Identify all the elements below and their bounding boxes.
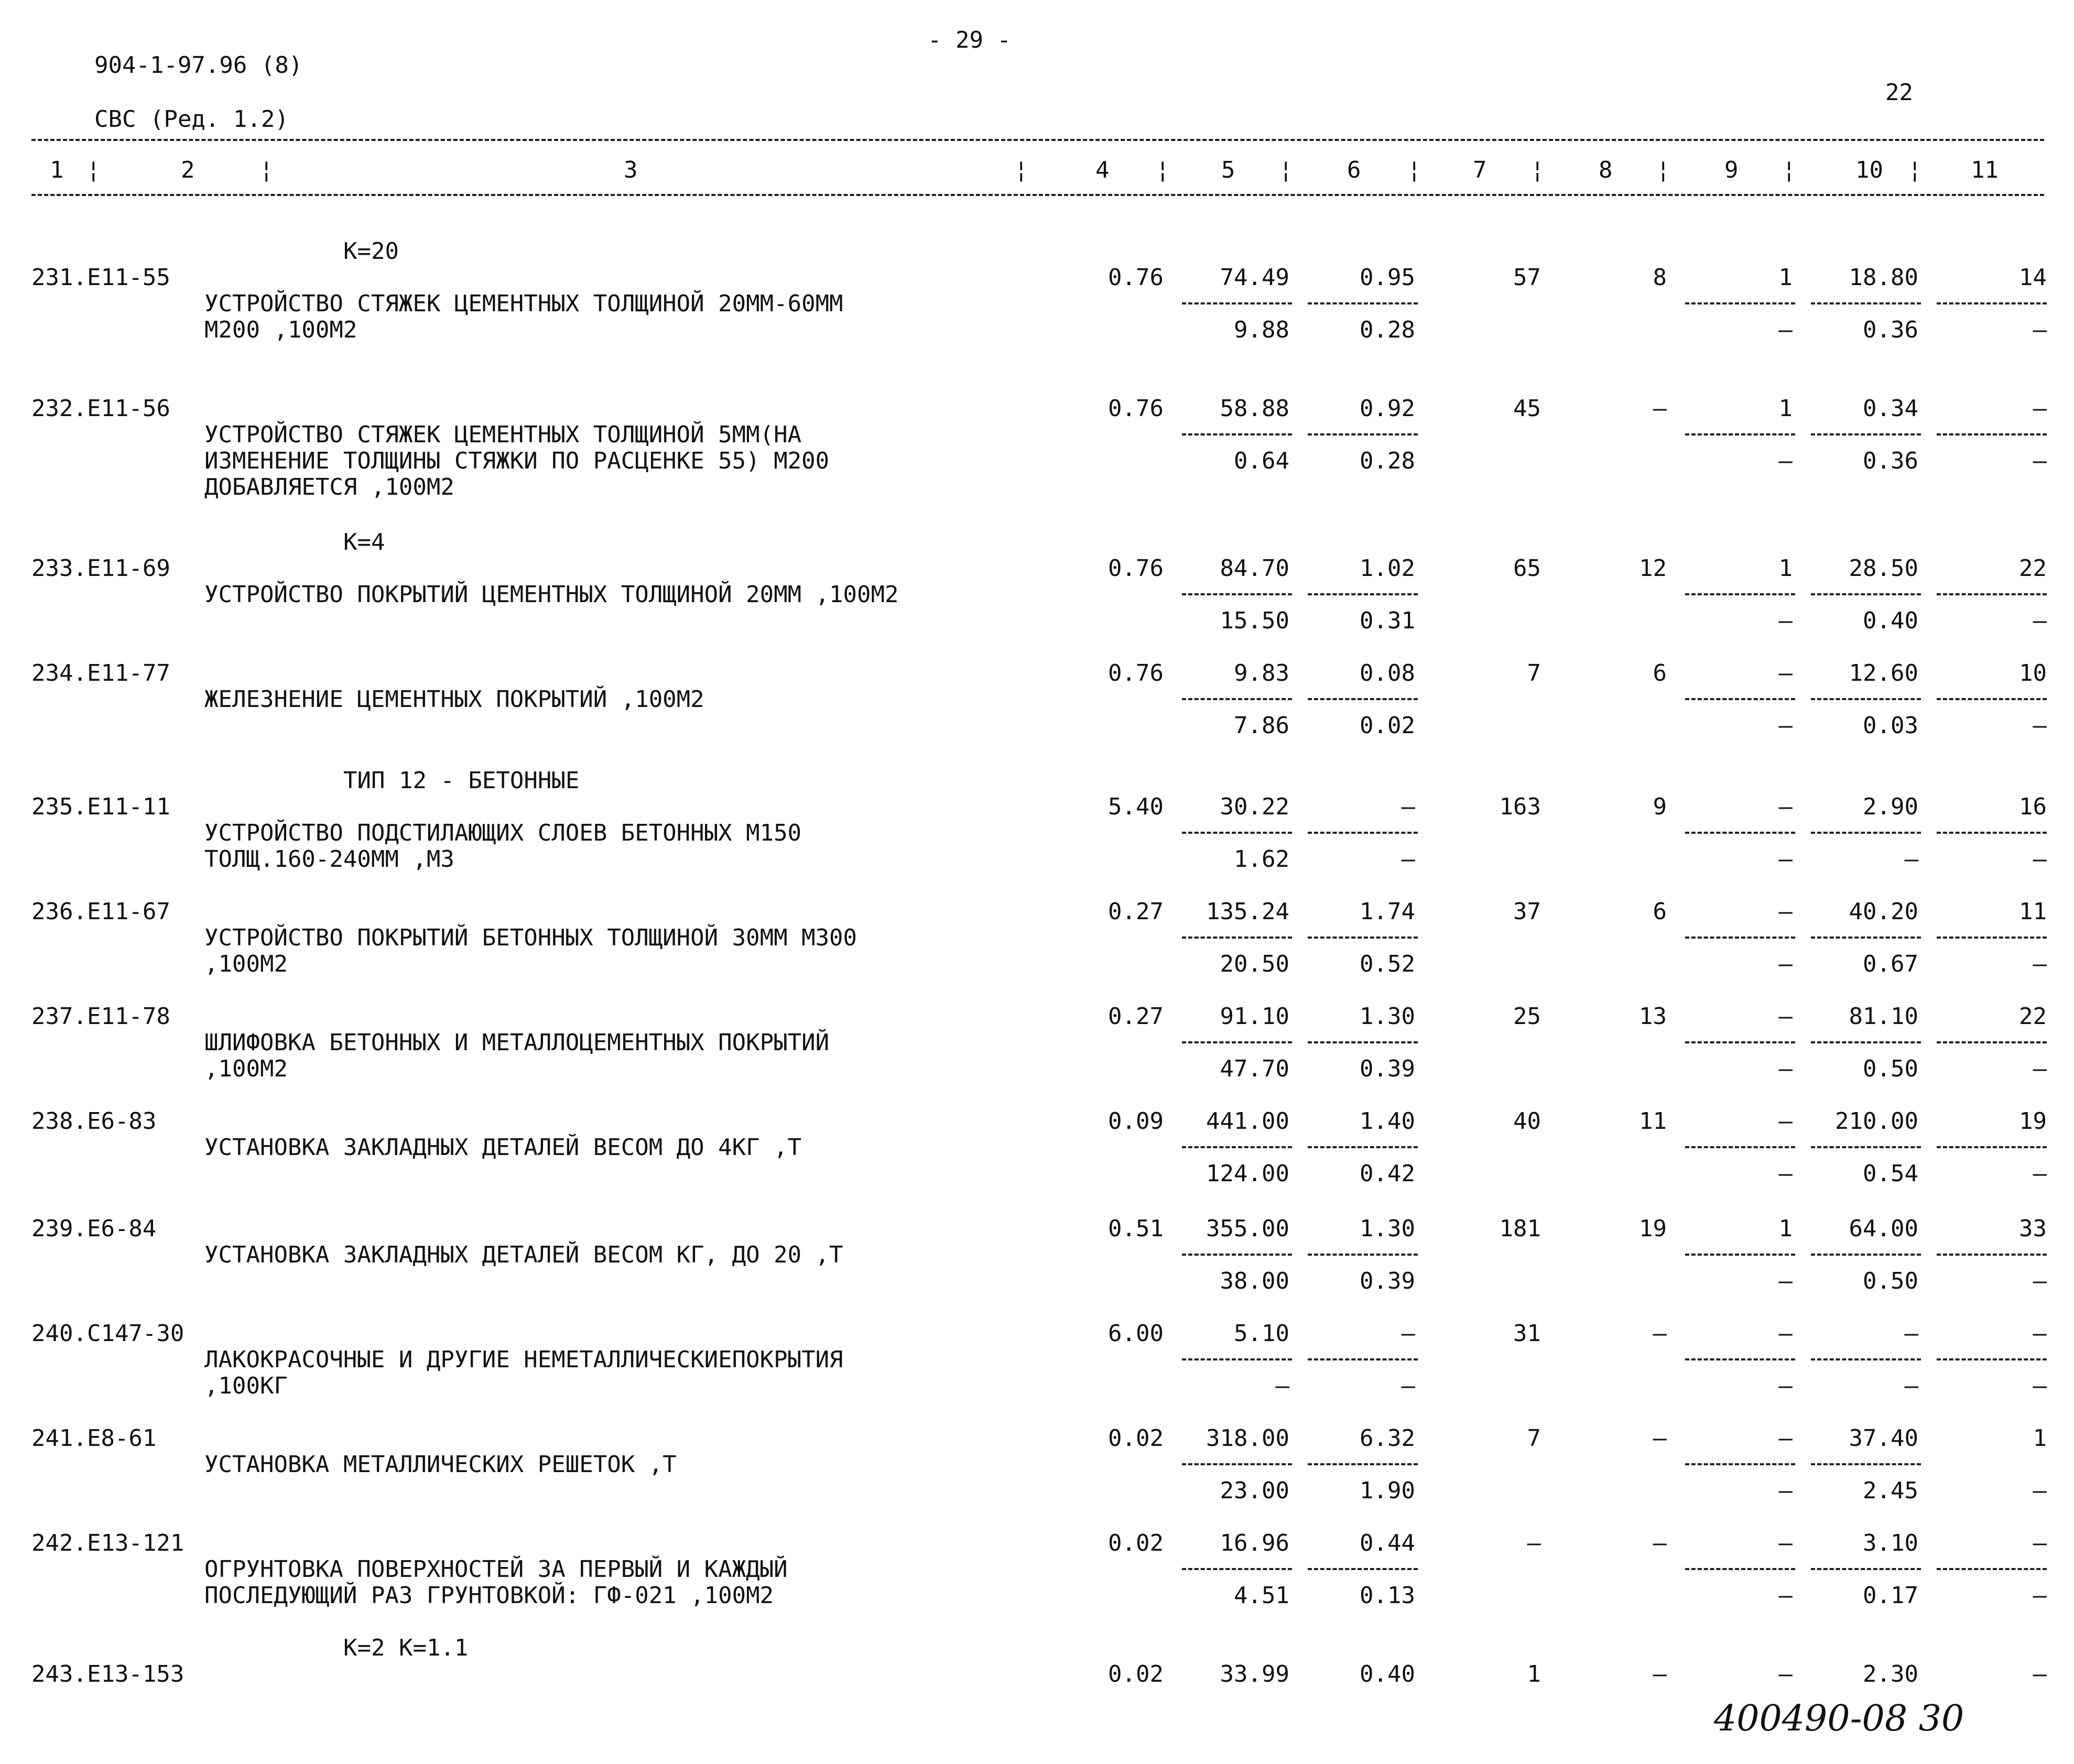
row-description-line: УСТРОЙСТВО ПОДСТИЛАЮЩИХ СЛОЕВ БЕТОННЫХ М150 <box>204 820 802 846</box>
row-code: 238.Е6-83 <box>31 1108 157 1135</box>
column-separator: ¦ <box>1407 157 1421 183</box>
row-code: 231.Е11-55 <box>31 264 170 291</box>
column-header-9: 9 <box>1724 157 1739 183</box>
column-header-7: 7 <box>1473 157 1487 183</box>
cell-col-6: 1.40 <box>1360 1108 1415 1135</box>
subtotal-rule <box>1182 302 1292 304</box>
cell-col-6: 0.40 <box>1360 1661 1415 1687</box>
cell-col-5: 135.24 <box>1206 898 1289 925</box>
column-separator: ¦ <box>1156 157 1170 183</box>
cell-col-7: 163 <box>1499 793 1541 820</box>
cell-col-5: 9.83 <box>1234 660 1289 687</box>
cell-col-10-sub: – <box>1904 846 1918 873</box>
cell-col-9-sub: – <box>1778 712 1793 739</box>
row-description-line: УСТАНОВКА ЗАКЛАДНЫХ ДЕТАЛЕЙ ВЕСОМ КГ, ДО 20 ,Т <box>204 1242 843 1268</box>
row-code: 232.Е11-56 <box>31 395 170 422</box>
cell-col-5-sub: 15.50 <box>1220 607 1289 634</box>
row-description-line: ,100М2 <box>204 951 288 977</box>
cell-col-11: – <box>2033 1530 2047 1556</box>
cell-col-5-sub: 47.70 <box>1220 1055 1289 1082</box>
cell-col-9-sub: – <box>1778 1160 1793 1187</box>
cell-col-8: 19 <box>1639 1215 1667 1242</box>
cell-col-5-sub: 7.86 <box>1234 712 1289 739</box>
cell-col-10: 210.00 <box>1835 1108 1918 1135</box>
cell-col-7: – <box>1527 1530 1541 1556</box>
cell-col-4: 0.76 <box>1108 555 1164 582</box>
subtotal-rule <box>1811 302 1921 304</box>
cell-col-10: 40.20 <box>1849 898 1918 925</box>
cell-col-7: 57 <box>1513 264 1541 291</box>
cell-col-5-sub: 20.50 <box>1220 951 1289 977</box>
cell-col-6: 0.08 <box>1360 660 1415 687</box>
subtotal-rule <box>1811 1041 1921 1043</box>
cell-col-11: 11 <box>2019 898 2047 925</box>
subtotal-rule <box>1811 832 1921 834</box>
cell-col-8: 13 <box>1639 1003 1667 1030</box>
cell-col-8: – <box>1653 1530 1667 1556</box>
cell-col-9-sub: – <box>1778 1373 1793 1399</box>
column-separator: ¦ <box>1782 157 1796 183</box>
cell-col-4: 0.02 <box>1108 1530 1164 1556</box>
column-header-3: 3 <box>624 157 638 183</box>
cell-col-9-sub: – <box>1778 951 1793 977</box>
cell-col-10-sub: – <box>1904 1373 1918 1399</box>
row-code: 234.Е11-77 <box>31 660 170 687</box>
subtotal-rule <box>1182 937 1292 939</box>
cell-col-10-sub: 0.03 <box>1863 712 1918 739</box>
row-description-line: УСТРОЙСТВО СТЯЖЕК ЦЕМЕНТНЫХ ТОЛЩИНОЙ 20ММ-60ММ <box>204 290 843 317</box>
cell-col-5: 30.22 <box>1220 793 1289 820</box>
cell-col-10: 28.50 <box>1849 555 1918 582</box>
cell-col-6-sub: 0.28 <box>1360 448 1415 474</box>
cell-col-4: 5.40 <box>1108 793 1164 820</box>
subtotal-rule <box>1308 593 1418 595</box>
cell-col-11: 14 <box>2019 264 2047 291</box>
cell-col-9-sub: – <box>1778 1582 1793 1609</box>
cell-col-5-sub: 124.00 <box>1206 1160 1289 1187</box>
cell-col-5-sub: 38.00 <box>1220 1268 1289 1294</box>
cell-col-10-sub: 0.54 <box>1863 1160 1918 1187</box>
subtotal-rule <box>1308 832 1418 834</box>
cell-col-5-sub: 4.51 <box>1234 1582 1289 1609</box>
column-header-2: 2 <box>181 157 195 183</box>
page-number: - 29 - <box>928 27 1011 53</box>
cell-col-6-sub: 0.39 <box>1360 1055 1415 1082</box>
cell-col-9-sub: – <box>1778 846 1793 873</box>
subtotal-rule <box>1937 433 2047 435</box>
cell-col-9: – <box>1778 660 1793 687</box>
column-separator: ¦ <box>1908 157 1922 183</box>
cell-col-6: 1.02 <box>1360 555 1415 582</box>
subtotal-rule <box>1685 433 1795 435</box>
subtotal-rule <box>1308 1568 1418 1570</box>
cell-col-9-sub: – <box>1778 607 1793 634</box>
column-header-5: 5 <box>1221 157 1235 183</box>
cell-col-11: 22 <box>2019 1003 2047 1030</box>
column-separator: ¦ <box>259 157 274 183</box>
subtotal-rule <box>1811 433 1921 435</box>
cell-col-7: 37 <box>1513 898 1541 925</box>
cell-col-10: 37.40 <box>1849 1425 1918 1452</box>
cell-col-11-sub: – <box>2033 607 2047 634</box>
row-code: 239.Е6-84 <box>31 1215 157 1242</box>
cell-col-11: – <box>2033 395 2047 422</box>
cell-col-7: 45 <box>1513 395 1541 422</box>
cell-col-5: 91.10 <box>1220 1003 1289 1030</box>
subtotal-rule <box>1182 593 1292 595</box>
subtotal-rule <box>1937 302 2047 304</box>
cell-col-6: 0.44 <box>1360 1530 1415 1556</box>
subtotal-rule <box>1182 832 1292 834</box>
cell-col-5: 16.96 <box>1220 1530 1289 1556</box>
cell-col-9-sub: – <box>1778 1477 1793 1504</box>
subtotal-rule <box>1685 1568 1795 1570</box>
subtotal-rule <box>1937 1041 2047 1043</box>
subtotal-rule <box>1685 937 1795 939</box>
cell-col-6: – <box>1401 1320 1415 1347</box>
cell-col-6-sub: – <box>1401 1373 1415 1399</box>
row-code: 233.Е11-69 <box>31 555 170 582</box>
subtotal-rule <box>1811 1358 1921 1360</box>
column-separator: ¦ <box>1279 157 1293 183</box>
cell-col-6-sub: 0.39 <box>1360 1268 1415 1294</box>
subtotal-rule <box>1937 1568 2047 1570</box>
subtotal-rule <box>1182 1254 1292 1256</box>
cell-col-7: 7 <box>1527 660 1541 687</box>
row-description-line: ШЛИФОВКА БЕТОННЫХ И МЕТАЛЛОЦЕМЕНТНЫХ ПОКРЫТИЙ <box>204 1029 830 1056</box>
cell-col-11: – <box>2033 1661 2047 1687</box>
cell-col-11-sub: – <box>2033 1055 2047 1082</box>
row-description-line: УСТАНОВКА ЗАКЛАДНЫХ ДЕТАЛЕЙ ВЕСОМ ДО 4КГ ,Т <box>204 1134 802 1161</box>
cell-col-4: 0.76 <box>1108 264 1164 291</box>
cell-col-10: 64.00 <box>1849 1215 1918 1242</box>
subtotal-rule <box>1811 1568 1921 1570</box>
cell-col-11-sub: – <box>2033 1160 2047 1187</box>
row-description-line: УСТРОЙСТВО ПОКРЫТИЙ ЦЕМЕНТНЫХ ТОЛЩИНОЙ 20ММ ,100М2 <box>204 581 899 608</box>
cell-col-5-sub: – <box>1275 1373 1289 1399</box>
subtotal-rule <box>1308 1463 1418 1465</box>
row-description-line: УСТАНОВКА МЕТАЛЛИЧЕСКИХ РЕШЕТОК ,Т <box>204 1451 677 1478</box>
cell-col-11: 16 <box>2019 793 2047 820</box>
cell-col-6-sub: 0.28 <box>1360 317 1415 343</box>
cell-col-11-sub: – <box>2033 1373 2047 1399</box>
subtotal-rule <box>1811 698 1921 700</box>
cell-col-8: 6 <box>1653 660 1667 687</box>
subtotal-rule <box>1308 1254 1418 1256</box>
column-header-8: 8 <box>1599 157 1613 183</box>
column-header-6: 6 <box>1347 157 1361 183</box>
subtotal-rule <box>1182 433 1292 435</box>
subtotal-rule <box>1811 1463 1921 1465</box>
subtotal-rule <box>1182 698 1292 700</box>
handwritten-note: 400490-08 30 <box>1714 1698 1964 1739</box>
cell-col-11: 1 <box>2033 1425 2047 1452</box>
cell-col-10: 18.80 <box>1849 264 1918 291</box>
subtotal-rule <box>1811 1146 1921 1148</box>
cell-col-10: 0.34 <box>1863 395 1918 422</box>
subtotal-rule <box>1182 1568 1292 1570</box>
column-separator: ¦ <box>1656 157 1670 183</box>
row-code: 235.Е11-11 <box>31 793 170 820</box>
cell-col-7: 40 <box>1513 1108 1541 1135</box>
column-separator: ¦ <box>86 157 101 183</box>
cell-col-11-sub: – <box>2033 712 2047 739</box>
subtotal-rule <box>1182 1041 1292 1043</box>
subtotal-rule <box>1937 937 2047 939</box>
cell-col-6: 1.30 <box>1360 1215 1415 1242</box>
row-modifier: К=20 <box>343 238 399 265</box>
cell-col-4: 0.02 <box>1108 1661 1164 1687</box>
subtotal-rule <box>1308 937 1418 939</box>
subtotal-rule <box>1685 1041 1795 1043</box>
cell-col-5-sub: 9.88 <box>1234 317 1289 343</box>
subtotal-rule <box>1937 698 2047 700</box>
cell-col-10: 12.60 <box>1849 660 1918 687</box>
subtotal-rule <box>1811 937 1921 939</box>
cell-col-11: 22 <box>2019 555 2047 582</box>
cell-col-6-sub: 0.02 <box>1360 712 1415 739</box>
cell-col-4: 0.27 <box>1108 1003 1164 1030</box>
column-header-11: 11 <box>1971 157 1999 183</box>
subtotal-rule <box>1308 433 1418 435</box>
row-modifier: К=2 К=1.1 <box>343 1635 469 1661</box>
cell-col-6: 1.30 <box>1360 1003 1415 1030</box>
cell-col-8: 8 <box>1653 264 1667 291</box>
cell-col-6-sub: 0.42 <box>1360 1160 1415 1187</box>
row-modifier: К=4 <box>343 529 385 556</box>
cell-col-7: 31 <box>1513 1320 1541 1347</box>
cell-col-10-sub: 0.17 <box>1863 1582 1918 1609</box>
cell-col-8: – <box>1653 1425 1667 1452</box>
cell-col-9: – <box>1778 1108 1793 1135</box>
cell-col-7: 65 <box>1513 555 1541 582</box>
cell-col-9: – <box>1778 793 1793 820</box>
column-separator: ¦ <box>1014 157 1028 183</box>
subtotal-rule <box>1182 1463 1292 1465</box>
cell-col-4: 0.76 <box>1108 395 1164 422</box>
cell-col-8: – <box>1653 1661 1667 1687</box>
cell-col-5-sub: 1.62 <box>1234 846 1289 873</box>
cell-col-10: 3.10 <box>1863 1530 1918 1556</box>
cell-col-11-sub: – <box>2033 951 2047 977</box>
cell-col-8: – <box>1653 1320 1667 1347</box>
cell-col-6-sub: 1.90 <box>1360 1477 1415 1504</box>
cell-col-9: 1 <box>1778 395 1793 422</box>
subtotal-rule <box>1685 698 1795 700</box>
row-description-line: ,100М2 <box>204 1055 288 1082</box>
subtotal-rule <box>1308 1041 1418 1043</box>
subtotal-rule <box>1685 593 1795 595</box>
row-code: 242.Е13-121 <box>31 1530 184 1556</box>
column-separator: ¦ <box>1530 157 1545 183</box>
subtotal-rule <box>1937 832 2047 834</box>
row-code: 241.Е8-61 <box>31 1425 157 1452</box>
cell-col-5: 318.00 <box>1206 1425 1289 1452</box>
cell-col-9: 1 <box>1778 555 1793 582</box>
cell-col-9: – <box>1778 1425 1793 1452</box>
cell-col-10: 81.10 <box>1849 1003 1918 1030</box>
cell-col-8: 9 <box>1653 793 1667 820</box>
cell-col-8: 12 <box>1639 555 1667 582</box>
row-description-line: ДОБАВЛЯЕТСЯ ,100М2 <box>204 474 454 500</box>
cell-col-11: 10 <box>2019 660 2047 687</box>
cell-col-11-sub: – <box>2033 846 2047 873</box>
cell-col-5: 5.10 <box>1234 1320 1289 1347</box>
cell-col-10-sub: 0.67 <box>1863 951 1918 977</box>
row-modifier: ТИП 12 - БЕТОННЫЕ <box>343 767 580 794</box>
document-code: 904-1-97.96 (8) <box>94 52 303 79</box>
row-description-line: ПОСЛЕДУЮЩИЙ РАЗ ГРУНТОВКОЙ: ГФ-021 ,100М2 <box>204 1582 774 1609</box>
cell-col-6-sub: 0.13 <box>1360 1582 1415 1609</box>
subtotal-rule <box>1308 1358 1418 1360</box>
cell-col-4: 0.51 <box>1108 1215 1164 1242</box>
cell-col-11-sub: – <box>2033 317 2047 343</box>
cell-col-6: 0.92 <box>1360 395 1415 422</box>
row-description-line: ,100КГ <box>204 1373 288 1399</box>
cell-col-9: 1 <box>1778 1215 1793 1242</box>
cell-col-9: – <box>1778 898 1793 925</box>
cell-col-10-sub: 0.40 <box>1863 607 1918 634</box>
cell-col-6: 6.32 <box>1360 1425 1415 1452</box>
cell-col-8: – <box>1653 395 1667 422</box>
subtotal-rule <box>1685 1463 1795 1465</box>
cell-col-6-sub: 0.31 <box>1360 607 1415 634</box>
cell-col-10-sub: 0.36 <box>1863 317 1918 343</box>
cell-col-9-sub: – <box>1778 1268 1793 1294</box>
row-code: 243.Е13-153 <box>31 1661 184 1687</box>
cell-col-4: 0.02 <box>1108 1425 1164 1452</box>
row-description-line: ЛАКОКРАСОЧНЫЕ И ДРУГИЕ НЕМЕТАЛЛИЧЕСКИЕПОКРЫТИЯ <box>204 1346 843 1373</box>
row-description-line: ТОЛЩ.160-240ММ ,М3 <box>204 846 454 873</box>
subtotal-rule <box>1685 302 1795 304</box>
program-version: СВС (Ред. 1.2) <box>94 106 289 133</box>
cell-col-10-sub: 0.50 <box>1863 1055 1918 1082</box>
cell-col-10: 2.30 <box>1863 1661 1918 1687</box>
row-code: 237.Е11-78 <box>31 1003 170 1030</box>
subtotal-rule <box>1685 832 1795 834</box>
cell-col-9: – <box>1778 1530 1793 1556</box>
cell-col-6-sub: – <box>1401 846 1415 873</box>
cell-col-10: 2.90 <box>1863 793 1918 820</box>
subtotal-rule <box>1308 698 1418 700</box>
row-description-line: УСТРОЙСТВО СТЯЖЕК ЦЕМЕНТНЫХ ТОЛЩИНОЙ 5ММ(НА <box>204 421 802 448</box>
cell-col-6: – <box>1401 793 1415 820</box>
subtotal-rule <box>1937 1358 2047 1360</box>
cell-col-7: 25 <box>1513 1003 1541 1030</box>
cell-col-9-sub: – <box>1778 448 1793 474</box>
cell-col-11: 33 <box>2019 1215 2047 1242</box>
header-rule-bottom <box>31 194 2044 196</box>
cell-col-4: 0.76 <box>1108 660 1164 687</box>
cell-col-10-sub: 0.50 <box>1863 1268 1918 1294</box>
cell-col-10-sub: 0.36 <box>1863 448 1918 474</box>
cell-col-9-sub: – <box>1778 1055 1793 1082</box>
cell-col-9: – <box>1778 1003 1793 1030</box>
cell-col-11-sub: – <box>2033 1477 2047 1504</box>
cell-col-10-sub: 2.45 <box>1863 1477 1918 1504</box>
cell-col-4: 0.27 <box>1108 898 1164 925</box>
cell-col-7: 1 <box>1527 1661 1541 1687</box>
row-code: 236.Е11-67 <box>31 898 170 925</box>
cell-col-9: 1 <box>1778 264 1793 291</box>
cell-col-6: 0.95 <box>1360 264 1415 291</box>
cell-col-9: – <box>1778 1320 1793 1347</box>
cell-col-7: 181 <box>1499 1215 1541 1242</box>
row-description-line: ОГРУНТОВКА ПОВЕРХНОСТЕЙ ЗА ПЕРВЫЙ И КАЖДЫЙ <box>204 1556 788 1583</box>
subtotal-rule <box>1937 593 2047 595</box>
row-description-line: М200 ,100М2 <box>204 317 357 343</box>
cell-col-5-sub: 23.00 <box>1220 1477 1289 1504</box>
cell-col-11: 19 <box>2019 1108 2047 1135</box>
cell-col-4: 6.00 <box>1108 1320 1164 1347</box>
cell-col-10: – <box>1904 1320 1918 1347</box>
subtotal-rule <box>1937 1254 2047 1256</box>
subtotal-rule <box>1308 1146 1418 1148</box>
subtotal-rule <box>1182 1358 1292 1360</box>
subtotal-rule <box>1685 1254 1795 1256</box>
cell-col-5: 33.99 <box>1220 1661 1289 1687</box>
row-code: 240.С147-30 <box>31 1320 184 1347</box>
subtotal-rule <box>1811 1254 1921 1256</box>
cell-col-6-sub: 0.52 <box>1360 951 1415 977</box>
cell-col-5: 74.49 <box>1220 264 1289 291</box>
cell-col-9-sub: – <box>1778 317 1793 343</box>
column-header-1: 1 <box>50 157 64 183</box>
cell-col-4: 0.09 <box>1108 1108 1164 1135</box>
row-description-line: ЖЕЛЕЗНЕНИЕ ЦЕМЕНТНЫХ ПОКРЫТИЙ ,100М2 <box>204 686 704 713</box>
cell-col-5-sub: 0.64 <box>1234 448 1289 474</box>
column-header-4: 4 <box>1095 157 1110 183</box>
row-description-line: ИЗМЕНЕНИЕ ТОЛЩИНЫ СТЯЖКИ ПО РАСЦЕНКЕ 55) М200 <box>204 448 830 474</box>
cell-col-11-sub: – <box>2033 1268 2047 1294</box>
cell-col-5: 58.88 <box>1220 395 1289 422</box>
cell-col-8: 11 <box>1639 1108 1667 1135</box>
subtotal-rule <box>1937 1146 2047 1148</box>
cell-col-5: 355.00 <box>1206 1215 1289 1242</box>
cell-col-5: 84.70 <box>1220 555 1289 582</box>
cell-col-7: 7 <box>1527 1425 1541 1452</box>
subtotal-rule <box>1308 302 1418 304</box>
column-header-10: 10 <box>1855 157 1883 183</box>
cell-col-8: 6 <box>1653 898 1667 925</box>
cell-col-11: – <box>2033 1320 2047 1347</box>
sheet-number: 22 <box>1885 79 1913 106</box>
cell-col-6: 1.74 <box>1360 898 1415 925</box>
row-description-line: УСТРОЙСТВО ПОКРЫТИЙ БЕТОННЫХ ТОЛЩИНОЙ 30ММ М300 <box>204 924 857 951</box>
cell-col-5: 441.00 <box>1206 1108 1289 1135</box>
cell-col-9: – <box>1778 1661 1793 1687</box>
subtotal-rule <box>1182 1146 1292 1148</box>
subtotal-rule <box>1685 1358 1795 1360</box>
cell-col-11-sub: – <box>2033 448 2047 474</box>
subtotal-rule <box>1685 1146 1795 1148</box>
header-rule-top <box>31 139 2044 141</box>
subtotal-rule <box>1811 593 1921 595</box>
cell-col-11-sub: – <box>2033 1582 2047 1609</box>
